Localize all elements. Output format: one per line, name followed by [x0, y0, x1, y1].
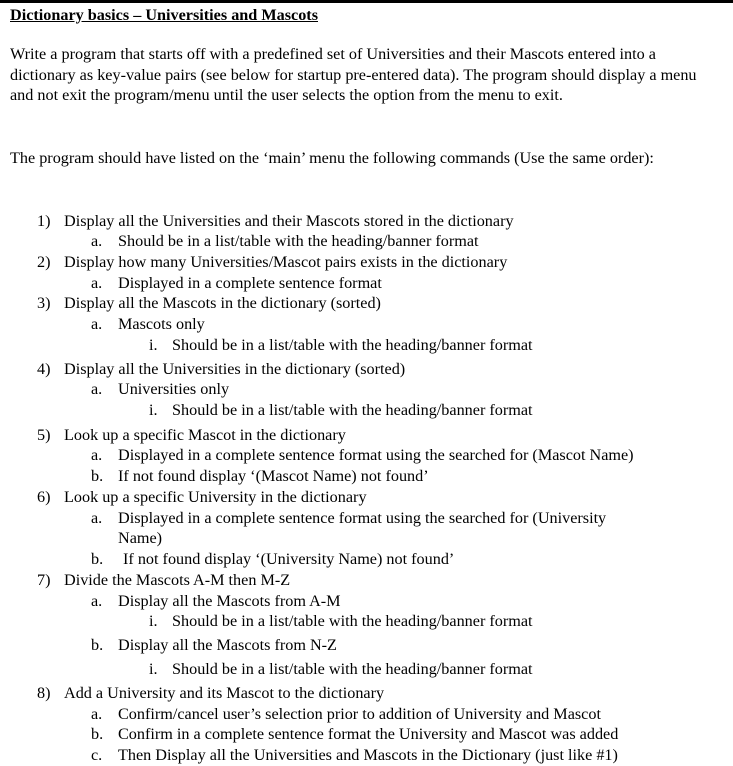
menu-intro-paragraph: The program should have listed on the ‘main’ menu the following commands (Use the same order):: [10, 149, 654, 167]
top-rule: [0, 0, 733, 3]
document-title: Dictionary basics – Universities and Mascots: [10, 6, 318, 24]
intro-paragraph: Write a program that starts off with a predefined set of Universities and their Mascots entered into a dictionary as key-value pairs (see below for startup pre-entered data). The program should display a menu and not exit the program/menu until the user selects the option from the menu to exit.: [10, 45, 697, 105]
